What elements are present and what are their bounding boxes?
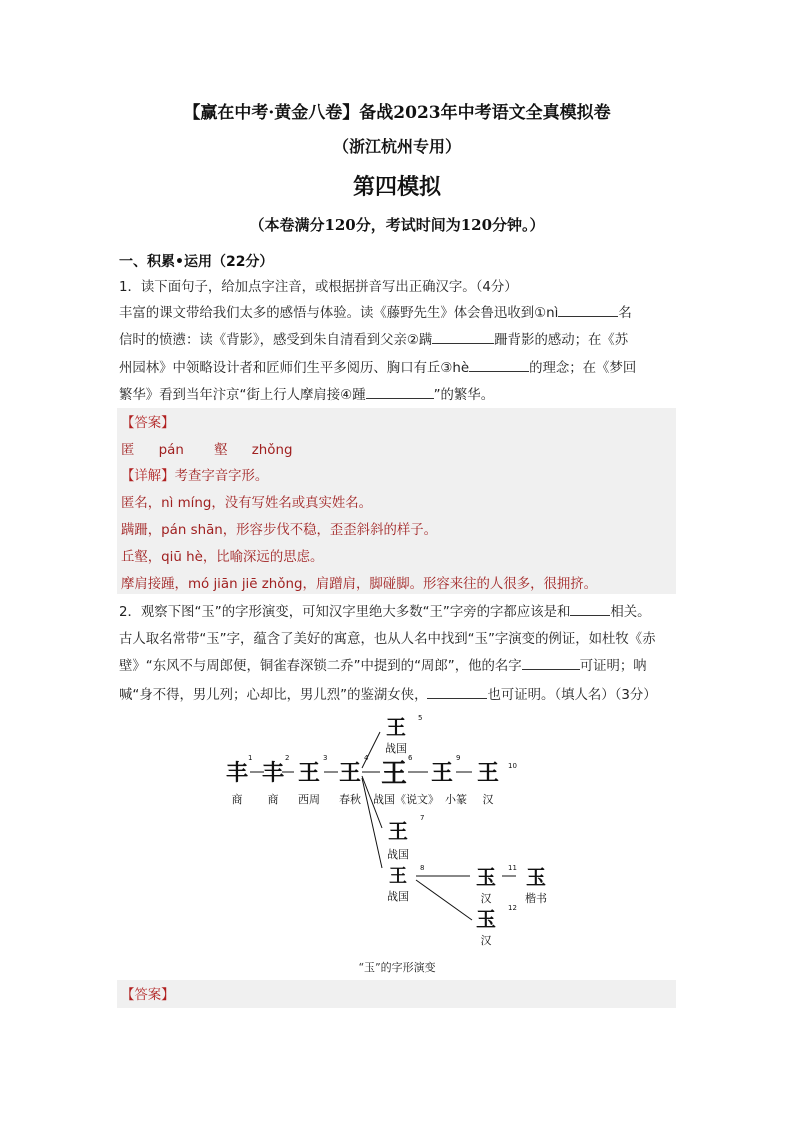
exam-note: （本卷满分120分，考试时间为120分钟。） <box>249 216 545 234</box>
connector <box>416 880 472 920</box>
stage-number: 8 <box>420 864 425 872</box>
q1-stem: 1．读下面句子，给加点字注音，或根据拼音写出正确汉字。（4分） <box>119 280 518 295</box>
q2-line3 <box>119 655 647 674</box>
stage-number: 2 <box>285 754 290 762</box>
answer-value: zhǒng <box>251 443 293 458</box>
stage-label: 战国 <box>385 742 407 755</box>
glyph: 王 <box>430 760 454 786</box>
glyph-stage <box>476 904 517 947</box>
q1-line3-tail: 的理念；在《梦回 <box>529 361 637 376</box>
detail-line <box>121 465 268 484</box>
q1-line4 <box>119 384 494 403</box>
glyph: 王 <box>476 760 500 786</box>
stage-label: 楷书 <box>525 892 547 905</box>
glyph: 王 <box>389 866 407 887</box>
q1-line2-tail: 跚背影的感动；在《苏 <box>494 333 629 348</box>
answer-label: 【答案】 <box>121 988 175 1003</box>
stage-number: 11 <box>508 864 517 872</box>
glyph: 王 <box>388 819 408 843</box>
answer-blank[interactable] <box>366 384 434 399</box>
stage-label: 战国 <box>387 890 409 903</box>
connector <box>362 732 380 768</box>
answer-value: 壑 <box>214 443 228 458</box>
stage-label: 商 <box>231 793 243 806</box>
q1-line2 <box>119 329 628 348</box>
answer-blank[interactable] <box>427 684 487 699</box>
glyph-stage <box>339 754 369 806</box>
glyph: 王 <box>380 759 408 789</box>
glyph: 丰 <box>225 760 249 786</box>
stage-number: 3 <box>323 754 328 762</box>
exam-subtitle: （浙江杭州专用） <box>332 137 461 156</box>
detail-label: 【详解】 <box>121 469 175 484</box>
glyph-stage <box>387 864 424 903</box>
q1-line1-text: 丰富的课文带给我们太多的感悟与体验。读《藤野先生》体会鲁迅收到①nì <box>119 306 559 321</box>
q2-line1-text: 2．观察下图“玉”的字形演变，可知汉字里绝大多数“王”字旁的字都应该是和 <box>119 605 571 620</box>
glyph-stage <box>476 864 517 905</box>
glyph-stage <box>373 754 439 806</box>
stage-number: 5 <box>418 714 423 722</box>
stage-label: 小篆 <box>445 793 467 806</box>
answer-blank[interactable] <box>469 357 529 372</box>
glyph-stage <box>525 865 547 905</box>
answer-value: 匿 <box>121 443 135 458</box>
answer-blank[interactable] <box>522 655 580 670</box>
q1-line4-text: 繁华》看到当年汴京“街上行人摩肩接④踵 <box>119 388 366 403</box>
glyph: 玉 <box>476 907 496 931</box>
stage-number: 7 <box>420 814 425 822</box>
mock-title: 第四模拟 <box>352 174 441 200</box>
glyph: 玉 <box>476 865 496 889</box>
stage-number: 6 <box>408 754 413 762</box>
stage-label: 西周 <box>298 793 320 806</box>
q1-line4-tail: ”的繁华。 <box>433 388 495 403</box>
q2-line4-tail: 也可证明。（填人名）（3分） <box>487 688 657 703</box>
glyph: 王 <box>338 760 362 786</box>
glyph: 丰 <box>261 760 285 786</box>
stage-label: 春秋 <box>339 793 361 806</box>
detail-item: 蹒跚，pán shān，形容步伐不稳，歪歪斜斜的样子。 <box>121 523 438 538</box>
answer-box <box>117 980 676 1008</box>
jade-glyph-evolution-figure <box>220 710 550 950</box>
stage-label: 战国 <box>387 848 409 861</box>
section-title: 一、积累•运用（22分） <box>119 254 274 270</box>
stage-number: 1 <box>248 754 253 762</box>
glyph-stage <box>298 754 327 806</box>
glyph: 王 <box>297 760 321 786</box>
connector <box>362 778 382 868</box>
answer-value: pán <box>158 443 184 458</box>
answer-blank[interactable] <box>570 601 610 616</box>
glyph-stage <box>387 814 424 861</box>
stage-number: 12 <box>508 904 517 912</box>
q2-line1-tail: 相关。 <box>610 605 651 620</box>
answer-values <box>121 439 292 458</box>
detail-item: 匿名，nì míng，没有写姓名或真实姓名。 <box>121 496 373 511</box>
stage-number: 4 <box>364 754 369 762</box>
glyph: 王 <box>386 715 406 739</box>
stage-label: 商 <box>267 793 279 806</box>
q2-line4 <box>119 684 657 703</box>
figure-caption: “玉”的字形演变 <box>358 961 436 974</box>
detail-item: 摩肩接踵，mó jiān jiē zhǒng，肩蹭肩，脚碰脚。形容来往的人很多，很拥挤。 <box>121 577 598 592</box>
detail-item: 丘壑，qiū hè，比喻深远的思虑。 <box>121 550 324 565</box>
stage-label: 汉 <box>482 793 494 806</box>
glyph: 玉 <box>526 865 546 889</box>
q1-line3-text: 州园林》中领略设计者和匠师们生平多阅历、胸口有丘③hè <box>119 361 470 376</box>
glyph-stage <box>477 760 517 806</box>
stage-label: 汉 <box>480 892 492 905</box>
q2-line3-tail: 可证明；呐 <box>579 659 647 674</box>
q1-line1-tail: 名 <box>618 306 632 321</box>
stage-label: 战国《说文》 <box>373 793 439 806</box>
q1-line2-text: 信时的愤懑：读《背影》，感受到朱自清看到父亲②蹒 <box>119 333 433 348</box>
glyph-stage <box>385 714 422 755</box>
stage-label: 汉 <box>480 934 492 947</box>
q2-line1 <box>119 601 651 620</box>
q1-line1 <box>119 302 632 321</box>
answer-blank[interactable] <box>432 329 494 344</box>
glyph-stage <box>226 754 252 806</box>
q2-line2: 古人取名常带“玉”字，蕴含了美好的寓意，也从人名中找到“玉”字演变的例证，如杜牧《赤 <box>119 632 656 647</box>
glyph-stage <box>262 754 289 806</box>
answer-label: 【答案】 <box>121 416 175 431</box>
answer-blank[interactable] <box>558 302 618 317</box>
stage-number: 10 <box>508 762 517 770</box>
q2-line4-text: 喊“身不得，男儿列；心却比，男儿烈”的鉴湖女侠， <box>119 688 428 703</box>
q1-line3 <box>119 357 636 376</box>
detail-text: 考查字音字形。 <box>174 469 269 484</box>
stage-number: 9 <box>456 754 461 762</box>
exam-title: 【赢在中考·黄金八卷】备战2023年中考语文全真模拟卷 <box>183 103 611 123</box>
q2-line3-text: 壁》“东风不与周郎便，铜雀春深锁二乔”中提到的“周郎”，他的名字 <box>119 659 522 674</box>
